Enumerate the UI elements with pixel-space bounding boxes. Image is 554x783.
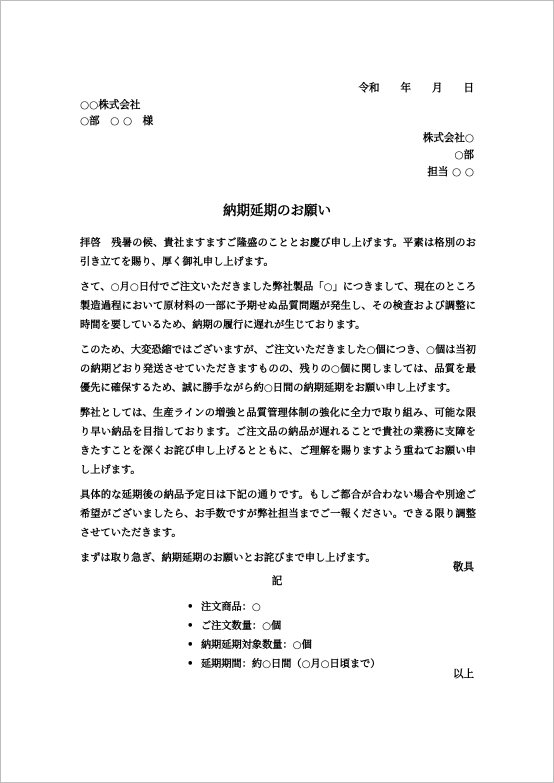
paragraph-schedule: 具体的な延期後の納品予定日は下記の通りです。もしご都合が合わない場合や別途ご希望がございましたら、お手数ですが弊社担当までご一報ください。できる限り調整させていただきます。 xyxy=(80,490,476,539)
paragraph-request: このため、大変恐縮ではございますが、ご注文いただきました○個につき、○個は当初の納期どおり発送させていただきますものの、残りの○個に関しましては、品質を最優先に確保するため、誠に勝手ながら約○日間の納期延期をお願い申し上げます。 xyxy=(80,345,476,394)
list-item: • 延期期間：約○日間（○月○日頃まで） xyxy=(187,655,380,674)
paragraph-situation: さて、○月○日付でご注文いただきました弊社製品「○」につきまして、現在のところ製造過程において原材料の一部に予期せぬ品質問題が発生し、その検査および調整に時間を要しているため、納期の履行に遅れが生じております。 xyxy=(80,282,476,331)
list-item: • 注文商品：○ xyxy=(187,598,380,617)
letter-title: 納期延期のお願い xyxy=(223,203,331,219)
paragraph-apology: 弊社としては、生産ラインの増強と品質管理体制の強化に全力で取り組み、可能な限り早い納品を目指しております。ご注文品の納品が遅れることで貴社の業務に支障をきたすことを深くお詫び申し上げるとともに、ご理解を賜りますよう重ねてお願い申し上げます。 xyxy=(80,408,476,476)
recipient-company: ○○株式会社 xyxy=(80,99,141,111)
item-list xyxy=(187,598,380,674)
list-item: • 納期延期対象数量：○個 xyxy=(187,636,380,655)
letter-body xyxy=(80,234,476,568)
recipient-person: ○部 ○ ○ 様 xyxy=(80,115,154,127)
sender-company: 株式会社○ xyxy=(422,132,474,144)
end-ijou: 以上 xyxy=(453,668,474,680)
date-line: 令和 年 月 日 xyxy=(358,82,474,94)
sender-person: 担当 ○ ○ xyxy=(427,166,474,178)
ki-heading: 記 xyxy=(271,575,283,587)
sender-department: ○部 xyxy=(454,149,474,161)
list-item: • ご注文数量：○個 xyxy=(187,617,380,636)
paragraph-greeting: 拝啓 残暑の候、貴社ますますご隆盛のこととお慶び申し上げます。平素は格別のお引き立てを賜り、厚く御礼申し上げます。 xyxy=(80,238,476,268)
closing-keigu: 敬具 xyxy=(453,561,474,573)
paragraph-closing: まずは取り急ぎ、納期延期のお願いとお詫びまで申し上げます。 xyxy=(80,553,376,564)
